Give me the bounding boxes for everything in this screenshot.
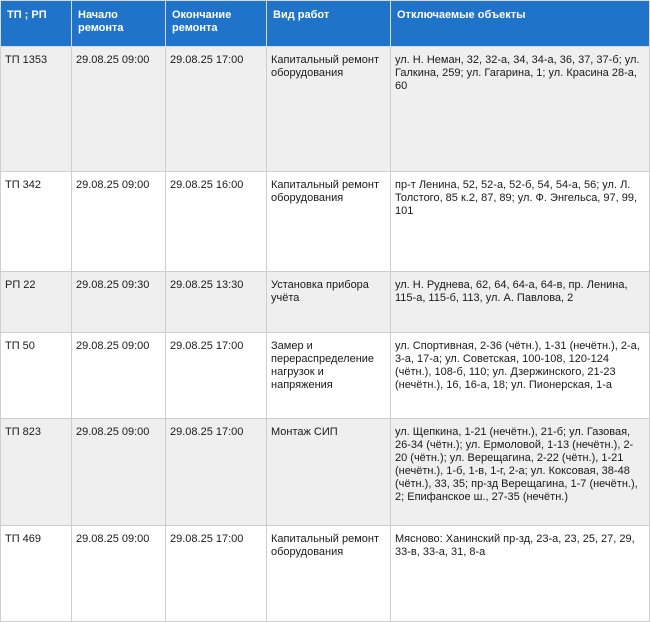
cell-start: 29.08.25 09:30 [72, 272, 166, 333]
cell-objects: ул. Щепкина, 1-21 (нечётн.), 21-б; ул. Газовая, 26-34 (чётн.); ул. Ермоловой, 1-13 (нечётн.), 2-20 (чётн.); ул. Верещагина, 2-22 (чётн.), 1-21 (нечётн.), 1-б, 1-в, 1-г, 2-а; ул. Коксовая, 38-48 (чётн.), 33, 35; пр-зд Верещагина, 1-7 (нечётн.), 2; Епифанское ш., 27-35 (нечётн.) [391, 419, 650, 526]
table-row [1, 526, 650, 622]
table-row [1, 172, 650, 272]
cell-tp: ТП 50 [1, 333, 72, 419]
cell-objects: ул. Н. Руднева, 62, 64, 64-а, 64-в, пр. Ленина, 115-а, 115-б, 113, ул. А. Павлова, 2 [391, 272, 650, 333]
cell-work: Установка прибора учёта [267, 272, 391, 333]
cell-tp: ТП 342 [1, 172, 72, 272]
cell-tp: ТП 823 [1, 419, 72, 526]
header-tp: ТП ; РП [1, 1, 72, 47]
cell-objects: пр-т Ленина, 52, 52-а, 52-б, 54, 54-а, 56; ул. Л. Толстого, 85 к.2, 87, 89; ул. Ф. Энгельса, 97, 99, 101 [391, 172, 650, 272]
cell-start: 29.08.25 09:00 [72, 526, 166, 622]
cell-start: 29.08.25 09:00 [72, 419, 166, 526]
header-objects: Отключаемые объекты [391, 1, 650, 47]
header-end: Окончание ремонта [166, 1, 267, 47]
cell-tp: РП 22 [1, 272, 72, 333]
header-start: Начало ремонта [72, 1, 166, 47]
cell-start: 29.08.25 09:00 [72, 172, 166, 272]
table-row [1, 333, 650, 419]
cell-work: Капитальный ремонт оборудования [267, 172, 391, 272]
cell-end: 29.08.25 17:00 [166, 419, 267, 526]
cell-end: 29.08.25 17:00 [166, 526, 267, 622]
cell-end: 29.08.25 17:00 [166, 47, 267, 172]
cell-objects: Мясново: Ханинский пр-зд, 23-а, 23, 25, 27, 29, 33-в, 33-а, 31, 8-а [391, 526, 650, 622]
header-work: Вид работ [267, 1, 391, 47]
cell-tp: ТП 469 [1, 526, 72, 622]
cell-work: Монтаж СИП [267, 419, 391, 526]
cell-start: 29.08.25 09:00 [72, 333, 166, 419]
cell-work: Капитальный ремонт оборудования [267, 47, 391, 172]
table-row [1, 47, 650, 172]
cell-objects: ул. Спортивная, 2-36 (чётн.), 1-31 (нечётн.), 2-а, 3-а, 17-а; ул. Советская, 100-108, 120-124 (чётн.), 108-б, 110; ул. Дзержинского, 21-23 (нечётн.), 16, 16-а, 18; ул. Пионерская, 1-а [391, 333, 650, 419]
cell-end: 29.08.25 16:00 [166, 172, 267, 272]
cell-start: 29.08.25 09:00 [72, 47, 166, 172]
cell-work: Капитальный ремонт оборудования [267, 526, 391, 622]
table-header-row [1, 1, 650, 47]
cell-tp: ТП 1353 [1, 47, 72, 172]
cell-end: 29.08.25 17:00 [166, 333, 267, 419]
table-row [1, 272, 650, 333]
cell-end: 29.08.25 13:30 [166, 272, 267, 333]
cell-work: Замер и перераспределение нагрузок и напряжения [267, 333, 391, 419]
cell-objects: ул. Н. Неман, 32, 32-а, 34, 34-а, 36, 37, 37-б; ул. Галкина, 259; ул. Гагарина, 1; ул. Красина 28-а, 60 [391, 47, 650, 172]
table-row [1, 419, 650, 526]
